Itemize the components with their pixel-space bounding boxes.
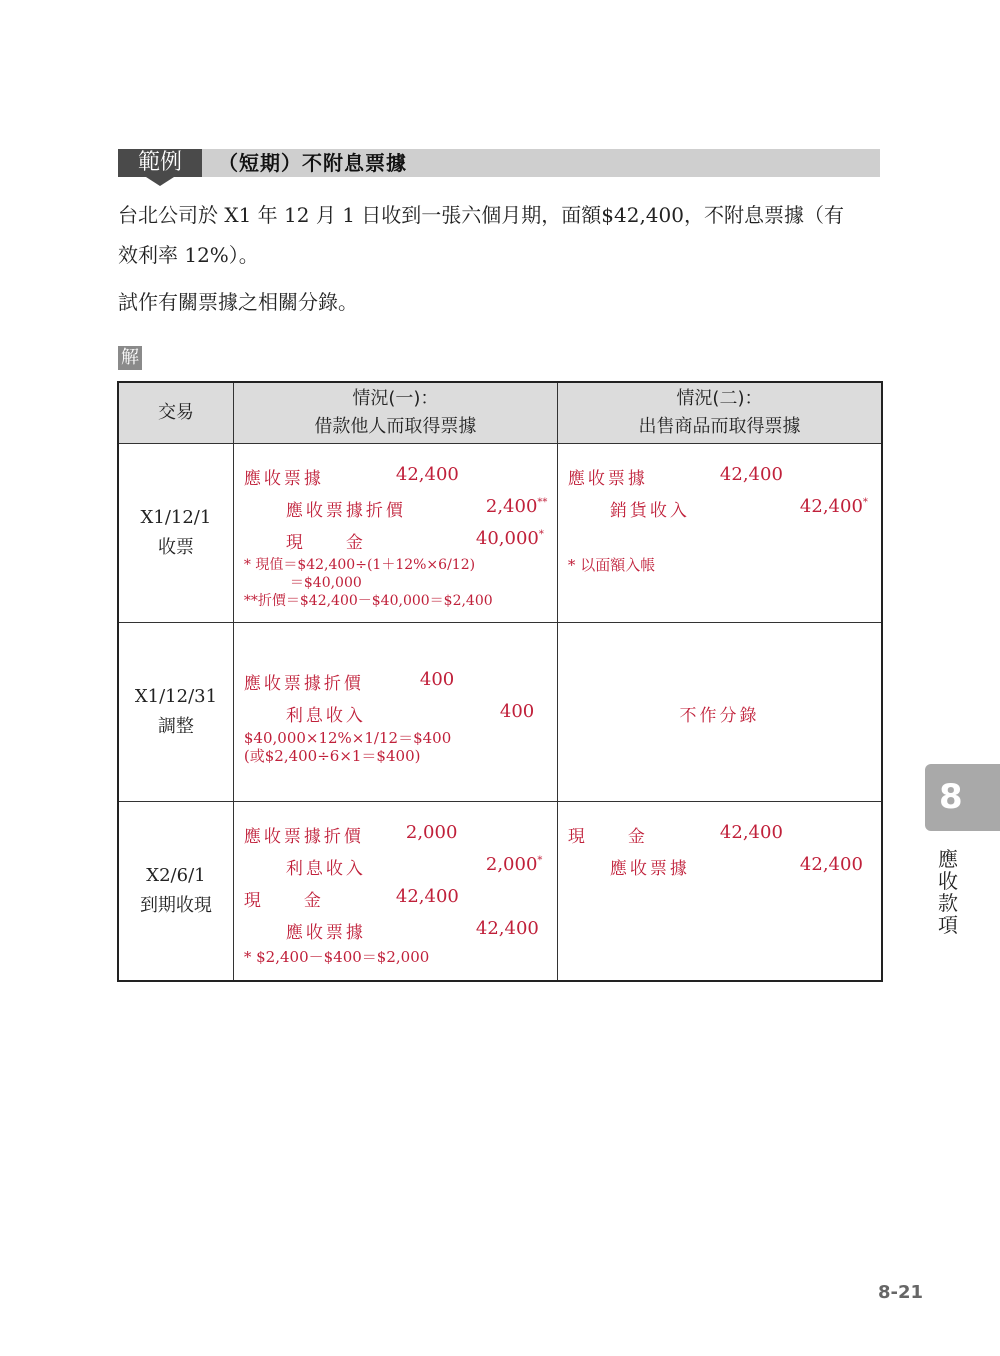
header-case1-line2: 借款他人而取得票據 <box>314 416 477 437</box>
entry-account: 銷貨收入 <box>609 501 690 521</box>
entry-credit: 42,400 <box>799 854 863 875</box>
transaction-cell <box>118 444 233 623</box>
entry-account: 現 金 <box>285 533 366 553</box>
chapter-tab: 8 <box>925 764 1000 831</box>
solution-table <box>117 381 883 982</box>
entry-debit: 42,400 <box>719 822 783 843</box>
problem-line-3: 試作有關票據之相關分錄。 <box>118 290 358 314</box>
entry-account: 應收票據折價 <box>243 827 364 847</box>
transaction-date: X2/6/1 <box>146 865 206 886</box>
entry-account: 應收票據 <box>243 469 324 489</box>
entry-debit: 42,400 <box>395 886 459 907</box>
entry-account: 應收票據折價 <box>285 501 406 521</box>
header-case1 <box>233 382 557 444</box>
chapter-label: 應 收 款 項 <box>938 847 958 937</box>
header-case2-line1: 情況(二)： <box>676 388 763 409</box>
case1-entry-cell <box>233 444 557 623</box>
example-tag: 範例 <box>118 149 202 177</box>
page-number: 8-21 <box>878 1282 924 1303</box>
entry-account: 應收票據 <box>285 923 366 943</box>
entry-credit: 400 <box>499 701 535 722</box>
entry-note: * 現值＝$42,400÷(1＋12%×6/12) <box>243 557 476 573</box>
transaction-cell <box>118 802 233 982</box>
entry-credit: 42,400 <box>475 918 539 939</box>
entry-credit: 42,400* <box>799 496 868 517</box>
problem-line-1: 台北公司於 X1 年 12 月 1 日收到一張六個月期，面額$42,400，不附息票據（有 <box>118 203 844 227</box>
table-header-row <box>118 382 882 444</box>
entry-debit: 42,400 <box>395 464 459 485</box>
entry-account: 利息收入 <box>285 706 366 726</box>
entry-note: ＝$40,000 <box>289 575 362 591</box>
entry-account: 現 金 <box>567 827 648 847</box>
example-title: （短期）不附息票據 <box>218 151 407 175</box>
entry-note: * $2,400－$400＝$2,000 <box>243 948 430 966</box>
entry-account: 應收票據折價 <box>243 674 364 694</box>
case2-entry-cell <box>557 802 882 982</box>
entry-account: 應收票據 <box>609 859 690 879</box>
case1-entry-cell <box>233 623 557 802</box>
entry-note: $40,000×12%×1/12＝$400 <box>243 729 452 747</box>
transaction-event: 到期收現 <box>139 895 212 916</box>
problem-line-2: 效利率 12%）。 <box>118 243 259 267</box>
entry-debit: 42,400 <box>719 464 783 485</box>
no-entry-message: 不作分錄 <box>679 706 760 726</box>
entry-debit: 2,000 <box>405 822 458 843</box>
case2-entry-cell <box>557 623 882 802</box>
table-row <box>118 623 882 802</box>
transaction-event: 調整 <box>157 716 194 737</box>
entry-credit: 2,000* <box>485 854 543 875</box>
solution-label: 解 <box>118 346 142 370</box>
table-row <box>118 802 882 982</box>
table-row <box>118 444 882 623</box>
transaction-event: 收票 <box>157 537 194 558</box>
transaction-date: X1/12/31 <box>134 686 218 707</box>
entry-debit: 400 <box>419 669 455 690</box>
header-case2-line2: 出售商品而取得票據 <box>638 416 801 437</box>
entry-account: 現 金 <box>243 891 324 911</box>
entry-credit: 2,400** <box>485 496 548 517</box>
entry-account: 應收票據 <box>567 469 648 489</box>
entry-note: **折價＝$42,400－$40,000＝$2,400 <box>243 593 493 609</box>
case1-entry-cell <box>233 802 557 982</box>
entry-credit: 40,000* <box>475 528 544 549</box>
entry-account: 利息收入 <box>285 859 366 879</box>
transaction-cell <box>118 623 233 802</box>
entry-note: (或$2,400÷6×1＝$400) <box>243 747 421 765</box>
header-case2 <box>557 382 882 444</box>
entry-note: * 以面額入帳 <box>567 556 656 574</box>
example-header-bar <box>118 149 880 177</box>
header-transaction: 交易 <box>118 382 233 444</box>
header-case1-line1: 情況(一)： <box>352 388 439 409</box>
case2-entry-cell <box>557 444 882 623</box>
transaction-date: X1/12/1 <box>140 507 212 528</box>
